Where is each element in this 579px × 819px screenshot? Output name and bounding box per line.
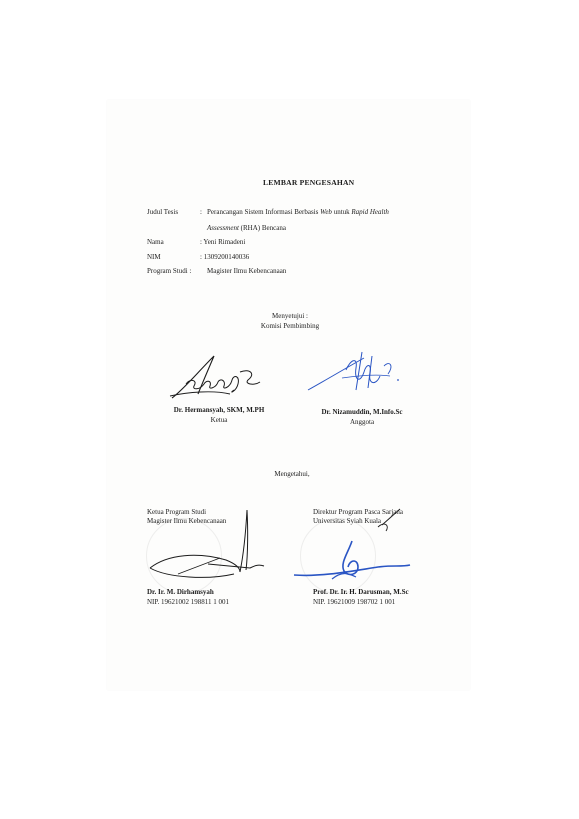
judul-colon: : bbox=[200, 208, 202, 216]
judul-text-part1: Perancangan Sistem Informasi Berbasis bbox=[207, 208, 321, 216]
judul-text-rapid: Rapid Health bbox=[351, 208, 389, 216]
document-title: LEMBAR PENGESAHAN bbox=[263, 178, 355, 187]
nim-label: NIM bbox=[147, 253, 161, 261]
judul-label: Judul Tesis bbox=[147, 208, 179, 216]
signature-dirhamsyah bbox=[148, 508, 268, 588]
right-official-nip: NIP. 19621009 198702 1 001 bbox=[313, 598, 396, 606]
left-official-nip: NIP. 19621002 198811 1 001 bbox=[147, 598, 229, 606]
nim-value: : 1309200140036 bbox=[200, 253, 250, 261]
signature-darusman bbox=[292, 505, 412, 590]
judul-text-assessment: Assessment bbox=[207, 224, 239, 232]
judul-value-line1 bbox=[207, 208, 389, 216]
judul-text-web: Web bbox=[320, 208, 332, 216]
right-official-name: Prof. Dr. Ir. H. Darusman, M.Sc bbox=[313, 588, 409, 596]
program-studi-label: Program Studi : bbox=[147, 267, 192, 275]
nama-value: : Yeni Rimadeni bbox=[200, 238, 246, 246]
komisi-pembimbing-label: Komisi Pembimbing bbox=[260, 322, 320, 330]
judul-text-part3: (RHA) Bencana bbox=[238, 224, 286, 232]
supervisor2-name: Dr. Nizamuddin, M.Info.Sc bbox=[321, 408, 403, 416]
signature-hermansyah bbox=[168, 350, 268, 410]
judul-text-part2: untuk bbox=[331, 208, 352, 216]
mengetahui-label: Mengetahui, bbox=[274, 470, 310, 478]
nama-label: Nama bbox=[147, 238, 164, 246]
supervisor1-name: Dr. Hermansyah, SKM, M.PH bbox=[173, 406, 265, 414]
right-role-line1: Direktur Program Pasca Sarjana bbox=[313, 508, 403, 516]
supervisor1-role: Ketua bbox=[210, 416, 228, 424]
signature-nizamuddin bbox=[306, 350, 416, 402]
left-role-line2: Magister Ilmu Kebencanaan bbox=[147, 517, 227, 525]
right-role-line2: Universitas Syiah Kuala bbox=[313, 517, 382, 525]
judul-value-line2 bbox=[207, 224, 286, 232]
program-studi-value: Magister Ilmu Kebencanaan bbox=[207, 267, 287, 275]
left-role-line1: Ketua Program Studi bbox=[147, 508, 207, 516]
supervisor2-role: Anggota bbox=[349, 418, 375, 426]
menyetujui-label: Menyetujui : bbox=[272, 312, 308, 320]
left-official-name: Dr. Ir. M. Dirhamsyah bbox=[147, 588, 214, 596]
